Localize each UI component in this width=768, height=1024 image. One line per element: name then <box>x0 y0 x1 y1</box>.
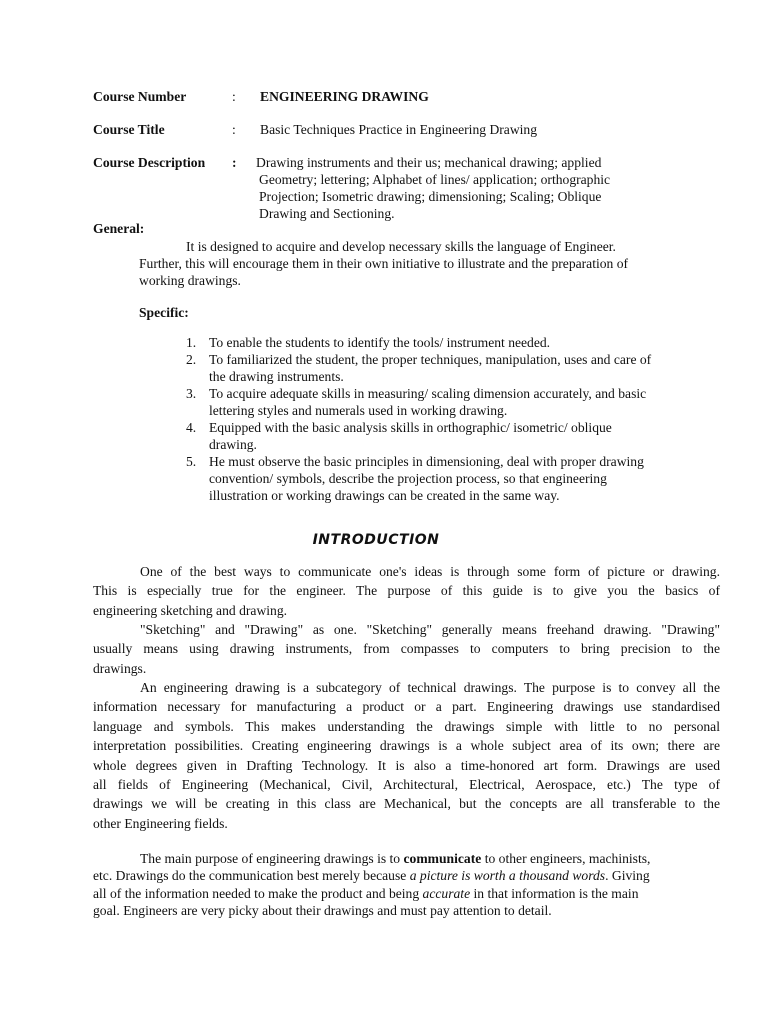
paragraph-line: An engineering drawing is a subcategory of technical drawings. The purpose is to convey all the <box>140 680 720 695</box>
paragraph-line: other Engineering fields. <box>93 815 228 831</box>
paragraph-line: This is especially true for the engineer. The purpose of this guide is to give you the basics of <box>93 583 720 599</box>
course-description-label: Course Description <box>93 155 206 170</box>
list-item-line: To enable the students to identify the tools/ instrument needed. <box>209 335 551 350</box>
emphasis-quote: a picture is worth a thousand words <box>409 868 606 884</box>
paragraph-line: interpretation possibilities. Creating engineering drawings is a whole subject area of its own; there are <box>93 738 720 754</box>
course-title-value: Basic Techniques Practice in Engineering Drawing <box>260 122 538 137</box>
intro-paragraph-4 <box>93 850 720 919</box>
description-line: Drawing instruments and their us; mechanical drawing; applied <box>256 155 602 170</box>
description-line: Drawing and Sectioning. <box>259 206 395 221</box>
emphasis-accurate: accurate <box>422 885 471 901</box>
specific-heading: Specific: <box>139 305 189 320</box>
description-line: Geometry; lettering; Alphabet of lines/ application; orthographic <box>259 172 611 187</box>
paragraph-line: drawings. <box>93 660 147 676</box>
course-number-value: ENGINEERING DRAWING <box>260 89 429 104</box>
paragraph-line: information necessary for manufacturing a product or a part. Engineering drawings use standardised <box>93 699 720 715</box>
general-paragraph <box>139 238 729 289</box>
paragraph-line <box>93 867 720 884</box>
general-heading: General: <box>93 221 145 236</box>
text-run: to other engineers, machinists, <box>481 851 651 866</box>
text-run: . Giving <box>605 868 650 884</box>
list-item-number: 4. <box>186 420 197 435</box>
text-run: all of the information needed to make the product and being <box>93 885 423 901</box>
course-number-colon: : <box>232 89 236 104</box>
intro-paragraph-2 <box>93 620 720 678</box>
general-line: Further, this will encourage them in their own initiative to illustrate and the preparation of <box>139 256 629 271</box>
list-item-number: 3. <box>186 386 197 401</box>
list-item <box>186 419 726 453</box>
text-run: etc. Drawings do the communication best merely because <box>93 868 410 884</box>
list-item <box>186 351 726 385</box>
course-description-text <box>256 154 699 222</box>
course-title-colon: : <box>232 122 236 137</box>
introduction-heading: INTRODUCTION <box>312 532 440 548</box>
course-description-colon: : <box>232 155 237 170</box>
general-line: It is designed to acquire and develop necessary skills the language of Engineer. <box>186 239 616 254</box>
paragraph-line <box>93 850 720 867</box>
emphasis-communicate: communicate <box>403 851 482 866</box>
list-item-line: drawing. <box>209 437 257 452</box>
text-run: in that information is the main <box>470 885 639 901</box>
list-item-line: Equipped with the basic analysis skills in orthographic/ isometric/ oblique <box>209 420 612 435</box>
list-item-line: the drawing instruments. <box>209 369 344 384</box>
course-title-label: Course Title <box>93 122 165 137</box>
paragraph-line: usually means using drawing instruments, from compasses to computers to bring precision to the <box>93 641 720 657</box>
list-item-number: 2. <box>186 352 197 367</box>
course-number-label: Course Number <box>93 89 187 104</box>
specific-objectives-list <box>186 334 726 504</box>
list-item <box>186 453 726 504</box>
list-item-line: He must observe the basic principles in dimensioning, deal with proper drawing <box>209 454 644 469</box>
text-run: The main purpose of engineering drawings is to <box>140 851 404 866</box>
description-line: Projection; Isometric drawing; dimensioning; Scaling; Oblique <box>259 189 602 204</box>
intro-paragraph-1 <box>93 562 720 620</box>
paragraph-line: One of the best ways to communicate one's ideas is through some form of picture or drawing. <box>140 564 720 579</box>
paragraph-line: drawings we will be creating in this class are Mechanical, but the concepts are all transferable to the <box>93 796 720 812</box>
list-item-line: To acquire adequate skills in measuring/ scaling dimension accurately, and basic <box>209 386 647 401</box>
paragraph-line: goal. Engineers are very picky about their drawings and must pay attention to detail. <box>93 902 552 918</box>
list-item-line: lettering styles and numerals used in working drawing. <box>209 403 508 418</box>
paragraph-line: whole degrees given in Drafting Technology. It is also a time-honored art form. Drawings are used <box>93 757 720 773</box>
paragraph-line: all fields of Engineering (Mechanical, Civil, Architectural, Electrical, Aerospace, etc.) The type of <box>93 776 720 792</box>
list-item-number: 1. <box>186 335 197 350</box>
list-item <box>186 334 726 351</box>
list-item-number: 5. <box>186 454 197 469</box>
general-line: working drawings. <box>139 273 241 288</box>
paragraph-line: engineering sketching and drawing. <box>93 602 288 618</box>
intro-paragraph-3 <box>93 678 720 833</box>
list-item-line: convention/ symbols, describe the projection process, so that engineering <box>209 471 607 486</box>
paragraph-line: "Sketching" and "Drawing" as one. "Sketching" generally means freehand drawing. "Drawing" <box>140 622 720 637</box>
list-item-line: illustration or working drawings can be created in the same way. <box>209 488 560 503</box>
paragraph-line: language and symbols. This makes understanding the drawings simple with little to no personal <box>93 718 720 734</box>
list-item <box>186 385 726 419</box>
paragraph-line <box>93 885 720 902</box>
list-item-line: To familiarized the student, the proper techniques, manipulation, uses and care of <box>209 352 652 367</box>
